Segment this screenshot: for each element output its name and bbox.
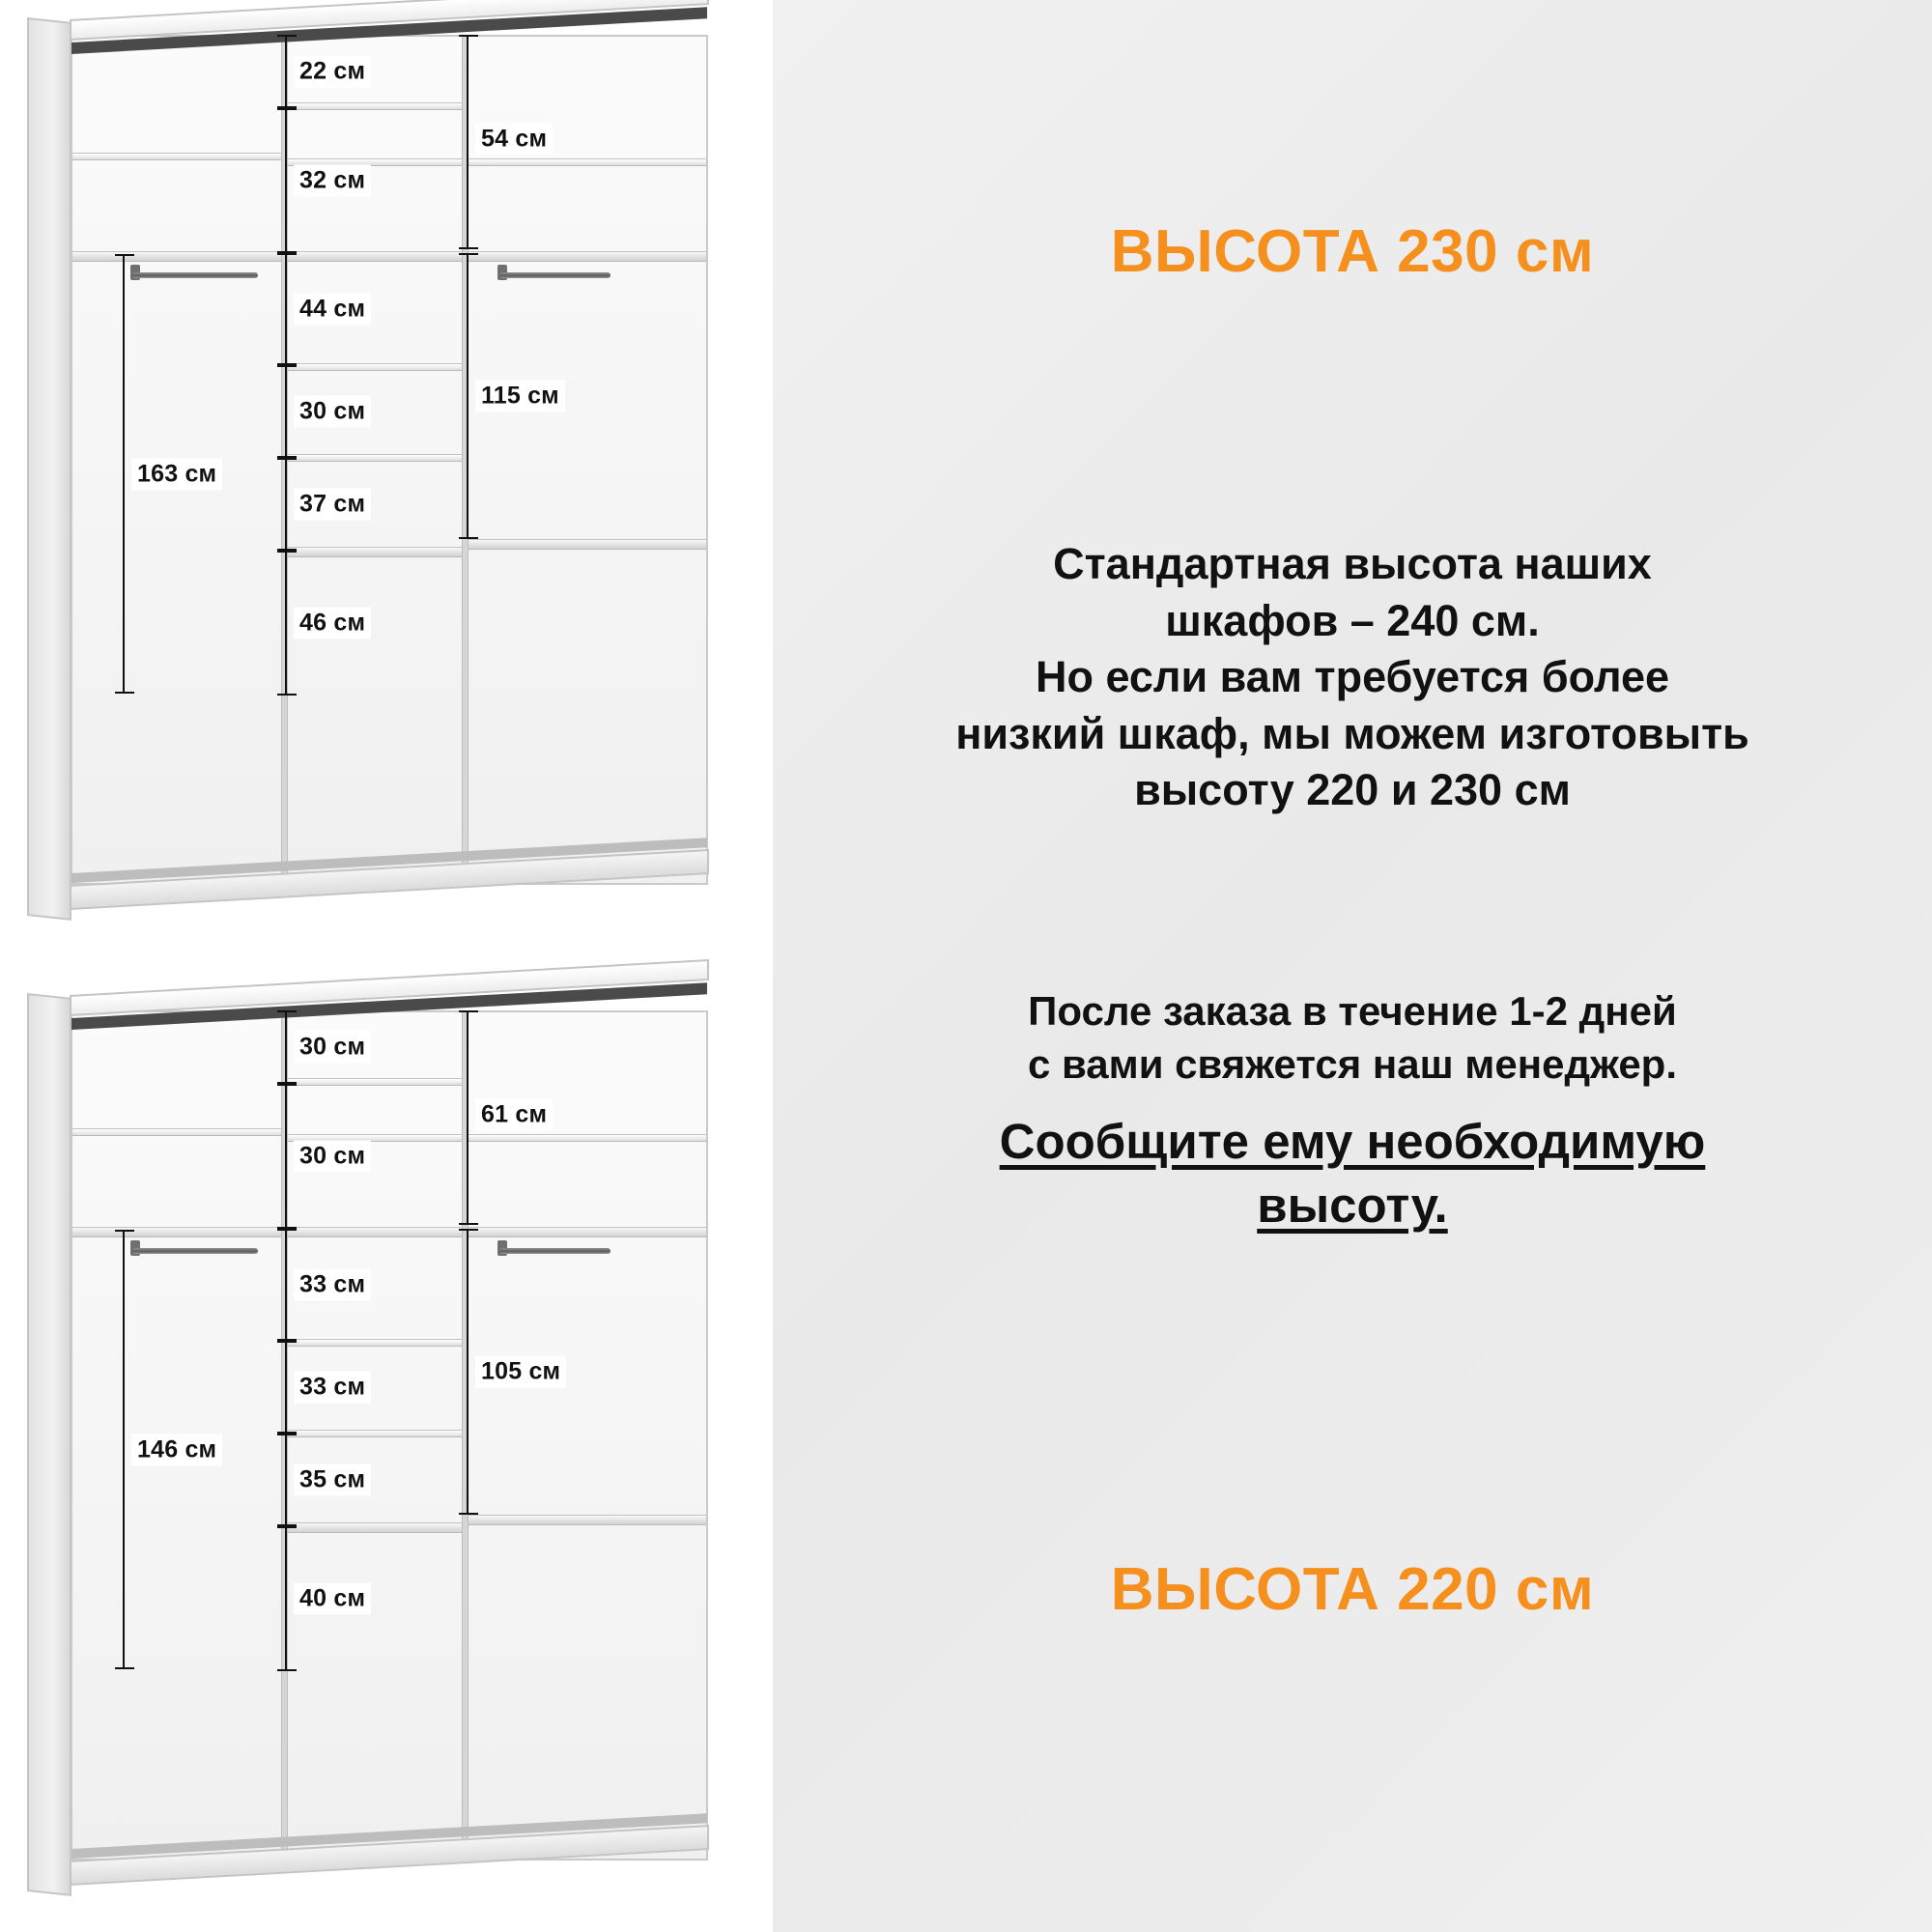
cabinet-body: [27, 993, 742, 1891]
hang-rod-left: [132, 272, 258, 278]
shelf-right-bottom: [469, 1515, 706, 1525]
shelf-right-bottom: [469, 539, 706, 550]
cabinet-body: [27, 17, 742, 916]
paragraph2-underlined-2: высоту.: [1257, 1178, 1448, 1234]
shelf-left-top: [72, 1128, 281, 1136]
dimension-label: 163 см: [131, 459, 222, 491]
paragraph1-line-1: Стандартная высота наших: [1053, 539, 1652, 588]
dimension-label: 33 см: [294, 1372, 371, 1404]
paragraph1-line-4: низкий шкаф, мы можем изготовыть: [955, 708, 1749, 758]
shelf-center-3: [288, 251, 462, 262]
shelf-center-5: [288, 1430, 462, 1437]
dimension-label: 115 см: [475, 381, 565, 412]
shelf-left-mid: [72, 1227, 281, 1237]
dimension-label: 35 см: [294, 1464, 371, 1496]
headline-height-230: ВЫСОТА 230 см: [1110, 218, 1595, 285]
dimension-label: 61 см: [475, 1099, 553, 1131]
dimension-label: 30 см: [294, 1141, 371, 1173]
shelf-center-3: [288, 1227, 462, 1237]
shelf-right-mid: [469, 1227, 706, 1237]
dimension-label: 32 см: [294, 165, 371, 197]
dimension-label: 46 см: [294, 608, 371, 639]
dimension-label: 54 см: [475, 124, 553, 156]
dimension-label: 33 см: [294, 1269, 371, 1301]
text-column: [773, 0, 1932, 1932]
hang-rod-left: [132, 1248, 258, 1254]
dimension-label: 40 см: [294, 1583, 371, 1615]
wardrobe-diagram-220: [17, 983, 761, 1911]
dimension-label: 37 см: [294, 489, 371, 521]
hang-rod-right: [499, 272, 611, 278]
dimension-label: 105 см: [475, 1356, 566, 1388]
paragraph2-underlined-1: Сообщите ему необходимую: [999, 1114, 1706, 1170]
paragraph2-line-1: После заказа в течение 1-2 дней: [1028, 988, 1677, 1034]
paragraph2-line-2: с вами свяжется наш менеджер.: [1027, 1040, 1678, 1087]
shelf-center-4: [288, 363, 462, 371]
shelf-center-6: [288, 1522, 462, 1533]
dimension-label: 22 см: [294, 56, 371, 88]
wardrobe-diagram-230: [17, 8, 761, 935]
shelf-center-4: [288, 1339, 462, 1347]
paragraph1-line-3: Но если вам требуется более: [1035, 652, 1670, 701]
cabinet-side-panel: [27, 993, 71, 1896]
diagrams-column: [0, 0, 773, 1932]
shelf-left-top: [72, 153, 281, 160]
shelf-center-1: [288, 1078, 462, 1086]
hang-rod-right: [499, 1248, 611, 1254]
dimension-label: 30 см: [294, 1032, 371, 1064]
paragraph-manager-contact: [826, 985, 1879, 1238]
headline-height-220: ВЫСОТА 220 см: [1110, 1556, 1595, 1623]
paragraph-standard-height: [826, 536, 1879, 819]
cabinet-side-panel: [27, 17, 71, 921]
shelf-center-5: [288, 454, 462, 462]
dimension-label: 30 см: [294, 396, 371, 428]
shelf-right-mid: [469, 251, 706, 262]
dimension-label: 44 см: [294, 294, 371, 326]
dimension-label: 146 см: [131, 1435, 222, 1466]
paragraph1-line-5: высоту 220 и 230 см: [1134, 765, 1571, 814]
shelf-right-top: [469, 1134, 706, 1142]
shelf-left-mid: [72, 251, 281, 262]
shelf-right-top: [469, 158, 706, 166]
shelf-center-1: [288, 102, 462, 110]
paragraph1-line-2: шкафов – 240 см.: [1165, 595, 1540, 645]
shelf-center-6: [288, 547, 462, 557]
